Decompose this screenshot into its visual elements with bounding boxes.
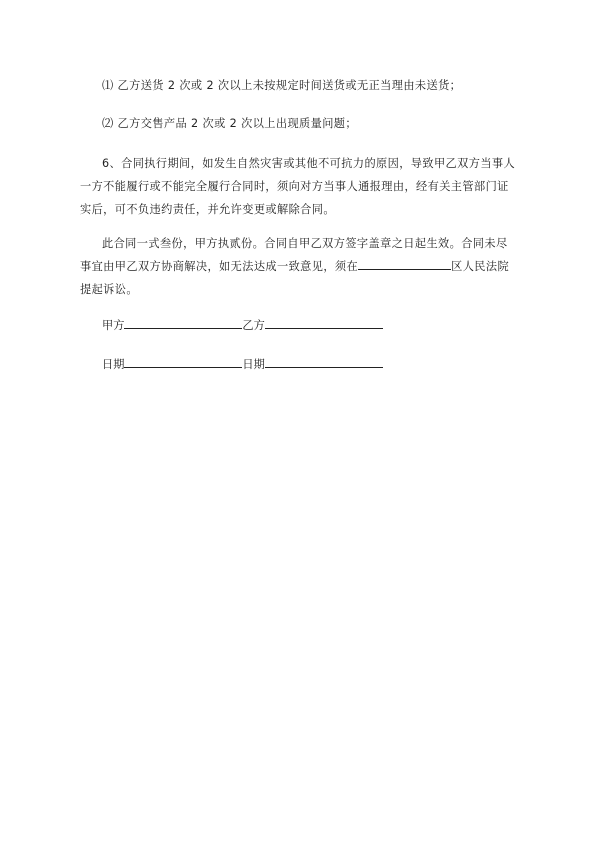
clause-6-paragraph: 6、合同执行期间，如发生自然灾害或其他不可抗力的原因，导致甲乙双方当事人一方不能履行或不能完全履行合同时，须向对方当事人通报理由，经有关主管部门证实后，可不负违约责任，并允许变更或解除合同。: [80, 157, 516, 216]
closing-text-part2: 区人民法院提起诉讼。: [80, 260, 510, 296]
clause-2-paragraph: ⑵ 乙方交售产品 2 次或 2 次以上出现质量问题；: [102, 117, 357, 130]
party-a-blank: [124, 315, 242, 329]
closing-text-part1: 此合同一式叁份，甲方执贰份。合同自甲乙双方签字盖章之日起生效。合同未尽事宜由甲乙双方协商解决，如无法达成一致意见，须在: [80, 237, 508, 273]
date-a-blank: [124, 354, 242, 368]
date-b-label: 日期: [242, 358, 265, 371]
closing-paragraph: [80, 232, 516, 301]
date-row: [102, 353, 383, 376]
date-b-blank: [265, 354, 383, 368]
court-name-blank: [358, 256, 451, 270]
clause-1-paragraph: ⑴ 乙方送货 2 次或 2 次以上未按规定时间送货或无正当理由未送货；: [102, 79, 462, 92]
party-a-label: 甲方: [102, 319, 125, 332]
signature-row: [102, 314, 383, 337]
date-a-label: 日期: [102, 358, 125, 371]
party-b-label: 乙方: [242, 319, 265, 332]
party-b-blank: [265, 315, 383, 329]
